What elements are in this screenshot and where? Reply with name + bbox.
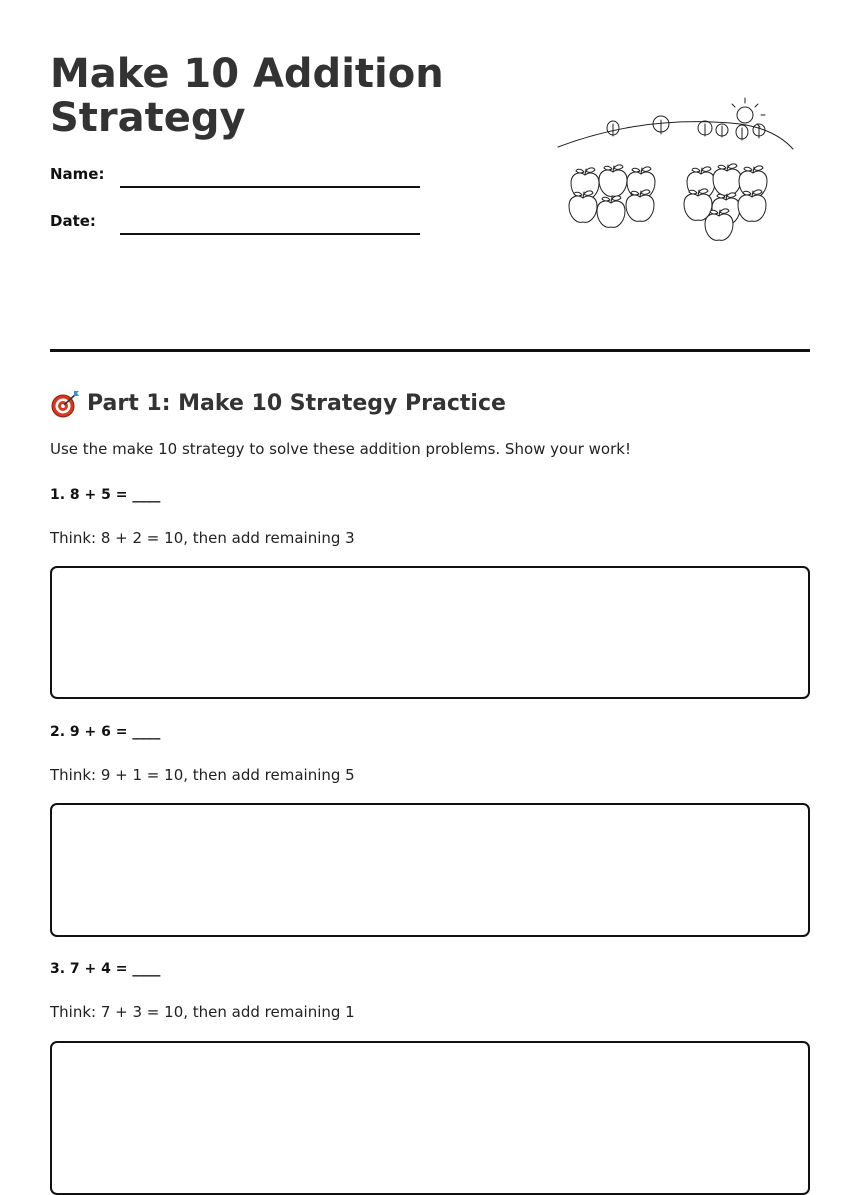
sun-icon xyxy=(732,98,765,127)
problem-3-hint: Think: 7 + 3 = 10, then add remaining 1 xyxy=(50,1003,355,1021)
apple-group-1 xyxy=(569,165,655,227)
date-label: Date: xyxy=(50,212,96,230)
worksheet-title: Make 10 Addition Strategy xyxy=(50,51,444,141)
apple-orchard-illustration xyxy=(555,92,805,247)
name-line[interactable] xyxy=(120,186,420,188)
apple-icon xyxy=(597,196,625,227)
apple-icon xyxy=(713,164,741,195)
part1-heading-text: Part 1: Make 10 Strategy Practice xyxy=(87,391,506,416)
problem-3: 3. 7 + 4 = ____ xyxy=(50,961,161,977)
problem-1-hint: Think: 8 + 2 = 10, then add remaining 3 xyxy=(50,529,355,547)
section-divider xyxy=(50,349,810,352)
apple-group-2 xyxy=(684,164,767,240)
target-dart-icon xyxy=(50,389,80,419)
date-line[interactable] xyxy=(120,233,420,235)
problem-2: 2. 9 + 6 = ____ xyxy=(50,724,161,740)
part1-heading xyxy=(50,389,506,419)
worksheet-page xyxy=(50,0,810,1161)
tree-icon xyxy=(607,116,765,140)
apple-icon xyxy=(599,165,627,196)
problem-1-work-box[interactable] xyxy=(50,566,810,699)
problem-1: 1. 8 + 5 = ____ xyxy=(50,487,161,503)
problem-2-work-box[interactable] xyxy=(50,803,810,937)
part1-instructions: Use the make 10 strategy to solve these addition problems. Show your work! xyxy=(50,440,631,458)
problem-3-work-box[interactable] xyxy=(50,1041,810,1195)
hill-line xyxy=(558,122,793,149)
name-label: Name: xyxy=(50,165,105,183)
problem-2-hint: Think: 9 + 1 = 10, then add remaining 5 xyxy=(50,766,355,784)
